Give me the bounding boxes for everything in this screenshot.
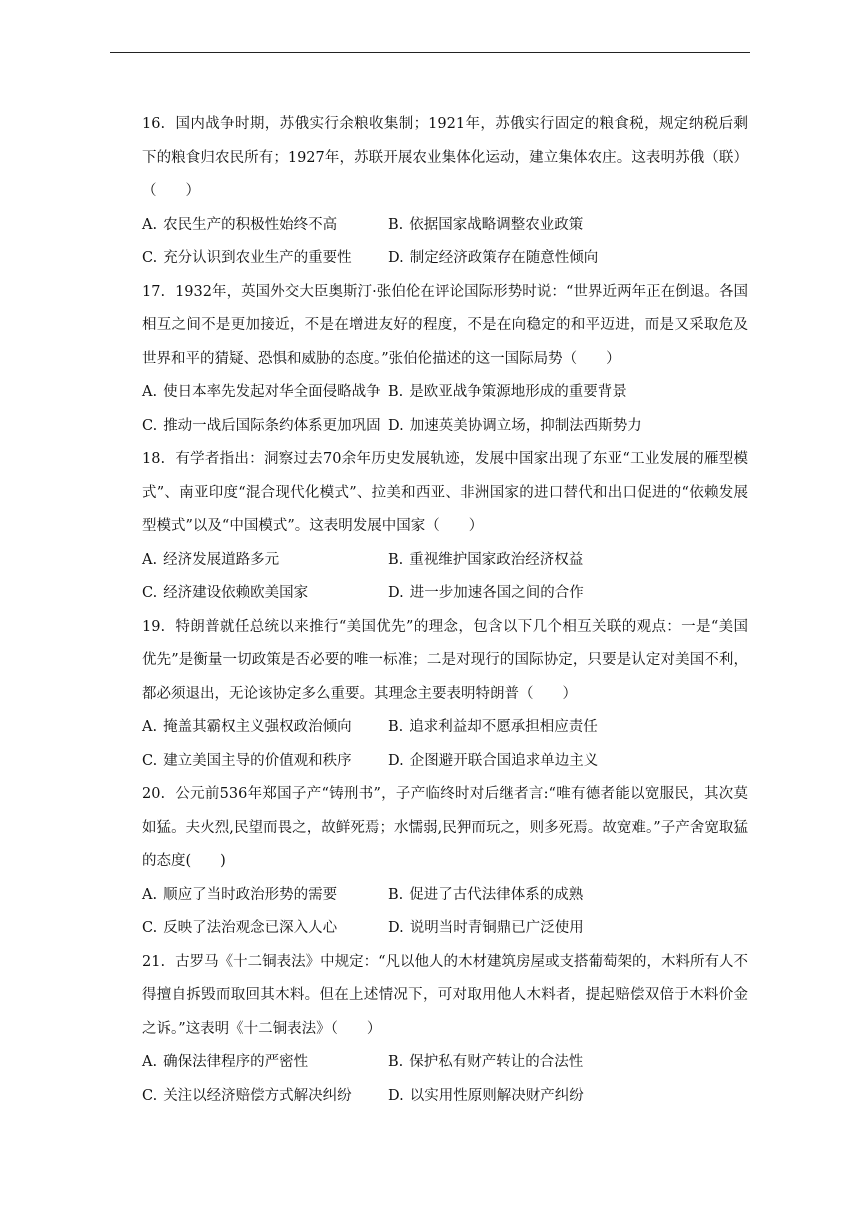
answer-options (142, 879, 748, 946)
question-number: 21. (142, 953, 166, 970)
answer-option[interactable] (142, 711, 388, 745)
question-number: 20. (142, 786, 166, 802)
question-text: 公元前536年郑国子产“铸刑书”，子产临终时对后继者言:“唯有德者能以宽服民，其次莫如猛。夫火烈,民望而畏之，故鲜死焉；水懦弱,民狎而玩之，则多死焉。故宽难。”子产舍宽取猛的态度( ) (142, 786, 748, 869)
question-block (142, 443, 748, 611)
question-block (142, 946, 748, 1114)
answer-option[interactable] (388, 242, 748, 276)
answer-option[interactable] (388, 711, 748, 745)
answer-option[interactable] (142, 410, 388, 444)
question-number: 18. (142, 451, 166, 467)
answer-option[interactable] (388, 376, 748, 410)
option-letter: A. (142, 1054, 158, 1070)
question-text: 1932年，英国外交大臣奥斯汀·张伯伦在评论国际形势时说：“世界近两年正在倒退。各国相互之间不是更加接近，不是在增进友好的程度，不是在向稳定的和平迈进，而是又采取危及世界和平的猜疑、恐惧和威胁的态度。”张伯伦描述的这一国际局势（ ） (142, 283, 748, 367)
option-text: 企图避开联合国追求单边主义 (409, 752, 599, 769)
answer-option[interactable] (388, 1080, 748, 1114)
option-text: 制定经济政策存在随意性倾向 (409, 250, 599, 266)
option-text: 重视维护国家政治经济权益 (409, 551, 584, 568)
question-stem (142, 276, 748, 377)
option-letter: C. (142, 585, 158, 601)
option-text: 农民生产的积极性始终不高 (163, 216, 338, 233)
answer-option[interactable] (142, 1080, 388, 1114)
answer-options (142, 376, 748, 443)
answer-options (142, 711, 748, 778)
option-letter: B. (388, 216, 404, 233)
answer-option[interactable] (142, 544, 388, 578)
option-text: 推动一战后国际条约体系更加巩固 (163, 417, 381, 434)
answer-options (142, 544, 748, 611)
answer-option[interactable] (142, 879, 388, 913)
option-text: 依据国家战略调整农业政策 (409, 216, 584, 233)
question-block (142, 778, 748, 946)
question-number: 17. (142, 283, 166, 300)
option-text: 追求利益却不愿承担相应责任 (409, 719, 598, 735)
answer-option[interactable] (142, 1046, 388, 1080)
answer-option[interactable] (142, 577, 388, 611)
question-list (142, 108, 748, 1113)
question-number: 19. (142, 618, 166, 635)
option-text: 经济建设依赖欧美国家 (163, 585, 309, 601)
option-letter: D. (388, 250, 404, 266)
question-stem (142, 108, 748, 209)
question-stem (142, 611, 748, 712)
answer-option[interactable] (388, 577, 748, 611)
option-letter: D. (388, 920, 404, 936)
option-letter: A. (142, 384, 158, 400)
option-text: 促进了古代法律体系的成熟 (409, 886, 584, 903)
option-letter: D. (388, 1087, 404, 1104)
question-number: 16. (142, 116, 166, 132)
answer-option[interactable] (142, 912, 388, 946)
option-letter: B. (388, 384, 404, 400)
question-block (142, 611, 748, 779)
option-letter: B. (388, 719, 404, 735)
answer-option[interactable] (142, 376, 388, 410)
option-text: 关注以经济赔偿方式解决纠纷 (163, 1087, 352, 1104)
option-text: 保护私有财产转让的合法性 (409, 1054, 584, 1070)
option-letter: D. (388, 417, 404, 434)
option-letter: A. (142, 719, 158, 735)
option-letter: A. (142, 886, 158, 903)
answer-option[interactable] (388, 912, 748, 946)
option-letter: D. (388, 585, 404, 601)
option-letter: B. (388, 551, 404, 568)
option-text: 说明当时青铜鼎已广泛使用 (409, 920, 584, 936)
option-text: 确保法律程序的严密性 (163, 1054, 309, 1070)
option-letter: B. (388, 886, 404, 903)
option-text: 进一步加速各国之间的合作 (409, 585, 584, 601)
option-text: 反映了法治观念已深入人心 (163, 920, 338, 936)
answer-option[interactable] (142, 745, 388, 779)
option-text: 使日本率先发起对华全面侵略战争 (163, 384, 381, 400)
answer-option[interactable] (388, 544, 748, 578)
answer-option[interactable] (388, 410, 748, 444)
question-block (142, 108, 748, 276)
answer-option[interactable] (388, 1046, 748, 1080)
option-text: 加速英美协调立场，抑制法西斯势力 (409, 417, 642, 434)
option-letter: A. (142, 216, 158, 233)
option-letter: C. (142, 250, 158, 266)
option-text: 是欧亚战争策源地形成的重要背景 (409, 384, 627, 400)
answer-option[interactable] (388, 209, 748, 243)
option-letter: D. (388, 752, 404, 769)
option-letter: C. (142, 1087, 158, 1104)
question-stem (142, 946, 748, 1047)
question-stem (142, 778, 748, 879)
question-text: 特朗普就任总统以来推行“美国优先”的理念，包含以下几个相互关联的观点：一是“美国优先”是衡量一切政策是否必要的唯一标准；二是对现行的国际协定，只要是认定对美国不利，都必须退出，无论该协定多么重要。其理念主要表明特朗普（ ） (142, 618, 748, 702)
question-text: 有学者指出：洞察过去70余年历史发展轨迹，发展中国家出现了东亚“工业发展的雁型模式”、南亚印度“混合现代化模式”、拉美和西亚、非洲国家的进口替代和出口促进的“依赖发展型模式”以及“中国模式”。这表明发展中国家（ ） (142, 451, 748, 534)
question-block (142, 276, 748, 444)
option-letter: C. (142, 920, 158, 936)
answer-options (142, 1046, 748, 1113)
option-text: 顺应了当时政治形势的需要 (163, 886, 338, 903)
option-letter: C. (142, 417, 158, 434)
header-rule (110, 52, 750, 53)
answer-option[interactable] (142, 209, 388, 243)
option-text: 经济发展道路多元 (163, 551, 280, 568)
option-letter: A. (142, 551, 158, 568)
option-text: 掩盖其霸权主义强权政治倾向 (163, 719, 352, 735)
question-text: 古罗马《十二铜表法》中规定：“凡以他人的木材建筑房屋或支搭葡萄架的，木料所有人不得擅自拆毁而取回其木料。但在上述情况下，可对取用他人木料者，提起赔偿双倍于木料价金之诉。”这表明《十二铜表法》（ ） (142, 953, 748, 1037)
option-text: 充分认识到农业生产的重要性 (163, 250, 352, 266)
question-text: 国内战争时期，苏俄实行余粮收集制；1921年，苏俄实行固定的粮食税，规定纳税后剩下的粮食归农民所有；1927年，苏联开展农业集体化运动，建立集体农庄。这表明苏俄（联）（ ） (142, 116, 748, 199)
option-letter: C. (142, 752, 158, 769)
answer-options (142, 209, 748, 276)
answer-option[interactable] (142, 242, 388, 276)
option-text: 建立美国主导的价值观和秩序 (163, 752, 352, 769)
answer-option[interactable] (388, 879, 748, 913)
answer-option[interactable] (388, 745, 748, 779)
option-text: 以实用性原则解决财产纠纷 (409, 1087, 584, 1104)
option-letter: B. (388, 1054, 404, 1070)
question-stem (142, 443, 748, 544)
